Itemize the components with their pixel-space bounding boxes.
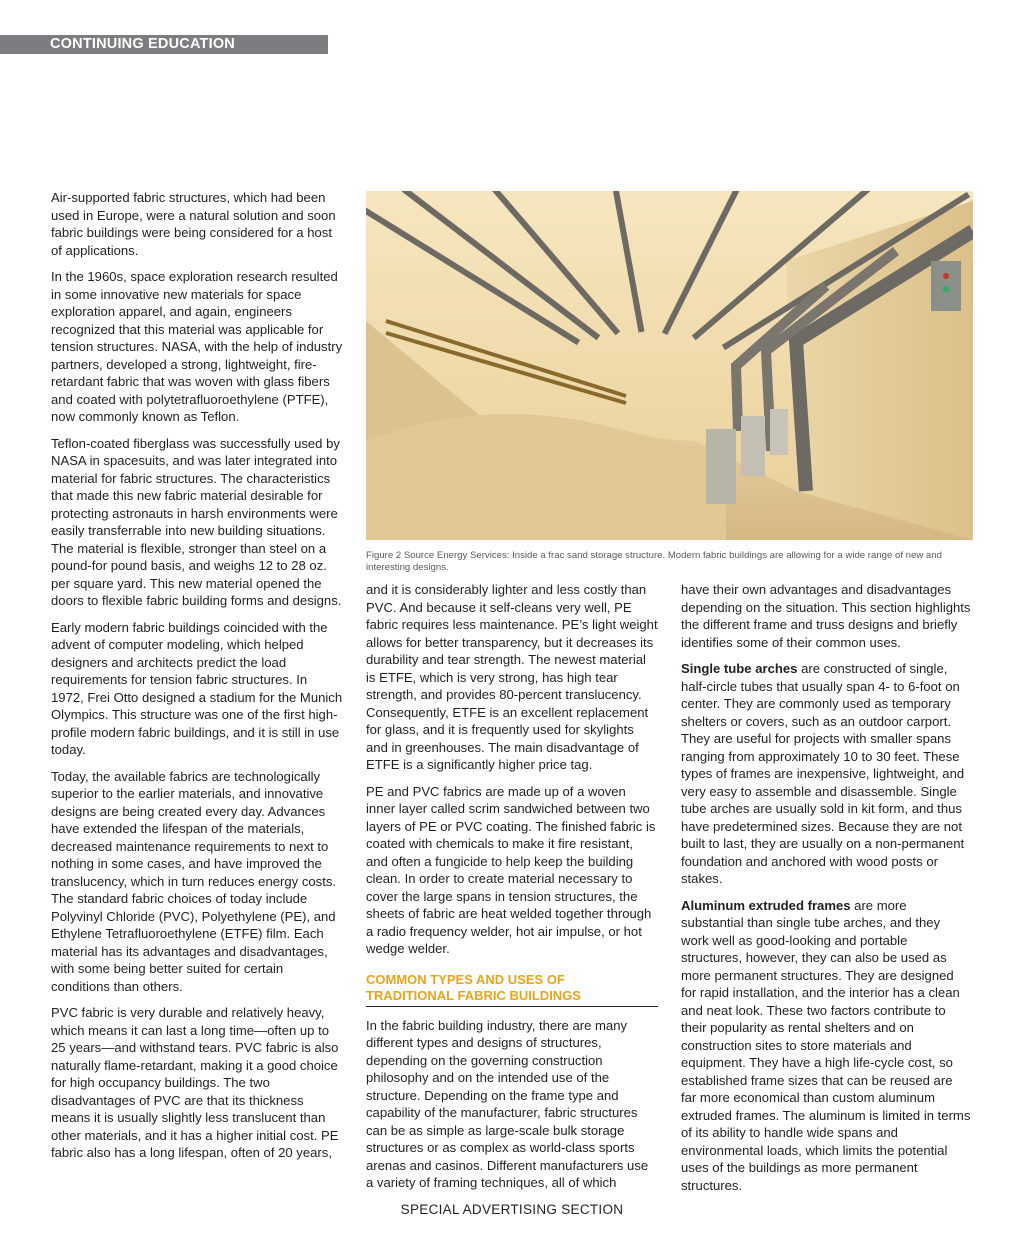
body-paragraph: Air-supported fabric structures, which had been used in Europe, were a natural solution and soon fabric buildings were being considered for a host of applications.: [51, 190, 336, 258]
body-paragraph: Teflon-coated fiberglass was successfully used by NASA in spacesuits, and was later integrated into material for fabric structures. The characteristics that made this new fabric material desirable for protecting astronauts in harsh environments were easily transferrable into new building situations. The material is flexible, stronger than steel on a pound-for pound basis, and weighs 12 to 28 oz. per square yard. This new material opened the doors to flexible fabric building forms and designs.: [51, 435, 342, 608]
body-paragraph: Today, the available fabrics are technologically superior to the earlier materials, and innovative designs are being created every day. Advances have extended the lifespan of the materials, decreased maintenance requirements to next to nothing in some cases, and have improved the translucency, which in turn reduces energy costs. The standard fabric choices of today include Polyvinyl Chloride (PVC), Polyethylene (PE), and Ethylene Tetrafluoroethylene (ETFE) film. Each material has its advantages and disadvantages, with some being better suited for certain conditions than others.: [51, 768, 337, 994]
body-paragraph: and it is considerably lighter and less costly than PVC. And because it self-cleans very well, PE fabric requires less maintenance. PE’s light weight allows for better transparency, but it decreases its durability and tear strength. The newest material is ETFE, which is very strong, has high tear strength, and provides 80-percent translucency. Consequently, ETFE is an excellent replacement for glass, and it is frequently used for skylights and in greenhouses. The main disadvantage of ETFE is a significantly higher price tag.: [366, 582, 658, 772]
term-description: are more substantial than single tube arches, and they work well as good-looking and portable structures, however, they can also be used as more permanent structures. They are designed for rapid installation, and the interior has a clean and neat look. These two factors contribute to their popularity as rental shelters and on construction sites to store materials and equipment. They have a high life-cycle cost, so established frame sizes that can be reused are far more economical than custom aluminum extruded frames. The aluminum is limited in terms of its ability to handle wide spans and environmental loads, which limits the potential uses of the buildings as more permanent structures.: [681, 897, 971, 1193]
body-paragraph: [681, 660, 971, 888]
body-paragraph: In the 1960s, space exploration research resulted in some innovative new materials for space exploration apparel, and again, engineers recognized that this material was applicable for tension structures. NASA, with the help of industry partners, developed a strong, lightweight, fire-retardant fabric that was woven with glass fibers and coated with polytetrafluoroethylene (PTFE), now commonly known as Teflon.: [51, 269, 343, 424]
text-column-3: [681, 581, 971, 1203]
text-column-1: [51, 189, 343, 1171]
body-paragraph: Early modern fabric buildings coincided with the advent of computer modeling, which helped designers and architects predict the load requirements for tension fabric structures. In 1972, Frei Otto designed a stadium for the Munich Olympics. This structure was one of the first high-profile modern fabric buildings, and it is still in use today.: [51, 619, 343, 757]
body-paragraph: PVC fabric is very durable and relatively heavy, which means it can last a long time—often up to 25 years—and withstand tears. PVC fabric is also naturally flame-retardant, making it a good choice for high occupancy buildings. The two disadvantages of PVC are that its thickness means it is usually slightly less translucent than other materials, and it has a higher initial cost. PE fabric also has a long lifespan, often of 20 years,: [51, 1005, 339, 1160]
section-header-label: CONTINUING EDUCATION: [50, 36, 235, 52]
figure-caption: Figure 2 Source Energy Services: Inside a frac sand storage structure. Modern fabric buildings are allowing for a wide range of new and interesting designs.: [366, 550, 942, 573]
section-heading-line2: TRADITIONAL FABRIC BUILDINGS: [366, 987, 581, 1003]
term-single-tube-arches: Single tube arches: [681, 661, 798, 676]
section-heading: [366, 972, 658, 1007]
page-footer: SPECIAL ADVERTISING SECTION: [400, 1202, 624, 1217]
term-description: are constructed of single, half-circle tubes that usually span 4- to 6-foot on center. They are commonly used as temporary shelters or covers, such as an outdoor carport. They are useful for projects with smaller spans ranging from approximately 10 to 30 feet. These types of frames are inexpensive, lightweight, and very easy to assemble and disassemble. Single tube arches are usually sold in kit form, and thus have predetermined sizes. Because they are not built to last, they are usually on a non-permanent foundation and anchored with wood posts or stakes.: [681, 661, 965, 886]
text-column-2: [366, 581, 658, 1201]
body-paragraph: In the fabric building industry, there are many different types and designs of structures, depending on the governing construction philosophy and on the intended use of the structure. Depending on the frame type and capability of the manufacturer, fabric structures can be as simple as large-scale bulk storage structures or as complex as world-class sports arenas and casinos. Different manufacturers use a variety of framing techniques, all of which: [366, 1017, 649, 1190]
fabric-building-interior-image: [366, 191, 973, 540]
body-paragraph: [681, 897, 971, 1195]
body-paragraph: have their own advantages and disadvantages depending on the situation. This section highlights the different frame and truss designs and briefly identifies some of their common uses.: [681, 582, 971, 650]
section-header-bar: [0, 35, 328, 54]
body-paragraph: PE and PVC fabrics are made up of a woven inner layer called scrim sandwiched between two layers of PE or PVC coating. The finished fabric is coated with chemicals to make it fire resistant, and often a fungicide to help keep the building clean. In order to create material necessary to cover the large spans in tension structures, the sheets of fabric are heat welded together through a radio frequency welder, hot air impulse, or hot wedge welder.: [366, 783, 656, 956]
figure-photo: [366, 191, 973, 540]
term-aluminum-extruded-frames: Aluminum extruded frames: [681, 897, 851, 913]
section-heading-line1: COMMON TYPES AND USES OF: [366, 971, 565, 987]
